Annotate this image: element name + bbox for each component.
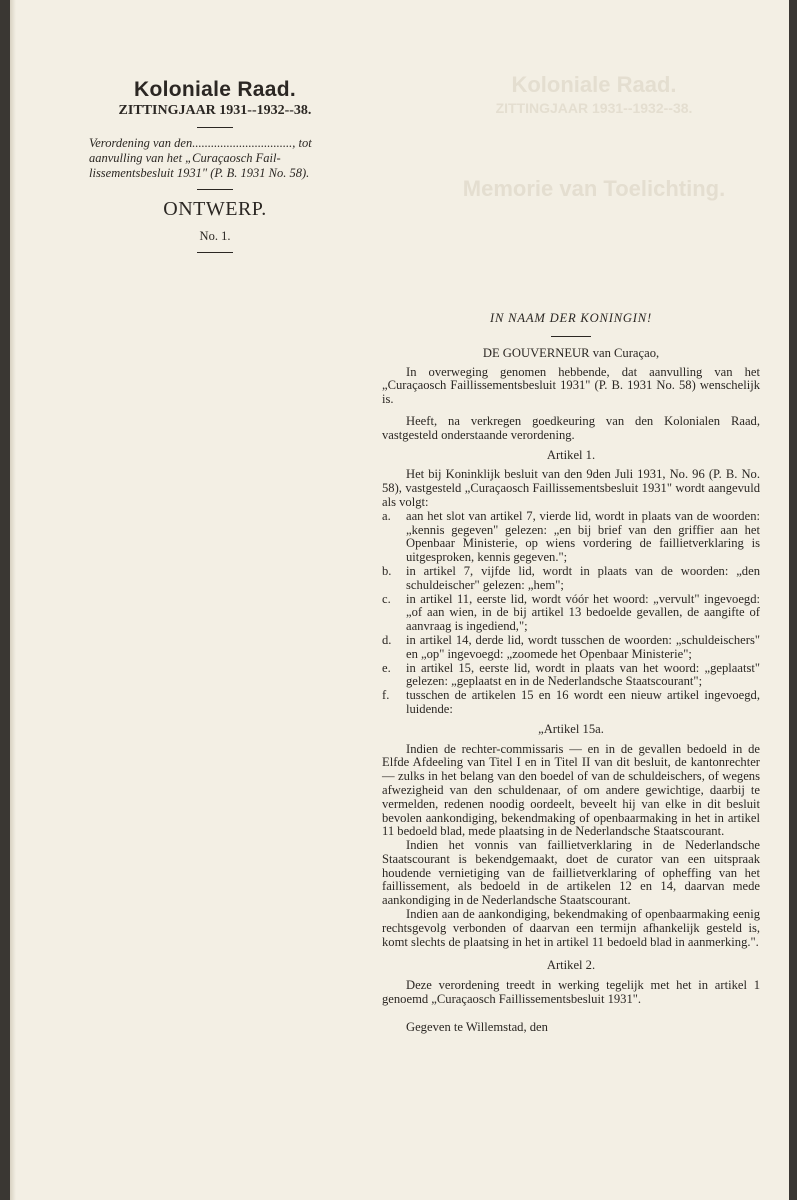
ordinance-subject: Verordening van den................................, tot aanvulling van het „Curaçaosch Fail-lissementsbesluit 1931" (P. B. 1931 No. 58). <box>89 136 312 180</box>
document-page <box>10 0 789 1200</box>
article-1-intro: Het bij Koninklijk besluit van den 9den Juli 1931, No. 96 (P. B. No. 58), vastgesteld „Curaçaosch Faillissementsbesluit 1931" wordt aangevuld als volgt: <box>382 467 760 509</box>
amendment-label: b. <box>382 563 392 578</box>
document-number: No. 1. <box>199 229 231 243</box>
council-title: Koloniale Raad. <box>133 78 297 101</box>
article-2-heading: Artikel 2. <box>546 958 596 973</box>
amendment-item <box>382 593 760 634</box>
amendment-item <box>382 634 760 662</box>
header-divider <box>197 252 233 253</box>
article-15a-paragraph: Indien het vonnis van faillietverklaring in de Nederlandsche Staatscourant is bekendgemaakt, doet de curator van een uitspraak houdende vernietiging van de faillietverklaring of opheffing van het faillissement, als bedoeld in de artikelen 12 en 14, daarvan mede aankondiging in de Nederlandsche Staatscourant. <box>382 838 760 908</box>
amendment-item <box>382 662 760 690</box>
issuer: DE GOUVERNEUR van Curaçao, <box>482 345 660 360</box>
amendment-item <box>382 510 760 565</box>
article-1-heading: Artikel 1. <box>546 447 596 462</box>
preamble-paragraph: In overweging genomen hebbende, dat aanvulling van het „Curaçaosch Faillissementsbesluit 1931" (P. B. 1931 No. 58) wenschelijk is. <box>382 364 760 407</box>
amendment-text: aan het slot van artikel 7, vierde lid, wordt in plaats van de woorden: „kennis gegeven" gelezen: „en bij brief van den griffier aan het Openbaar Ministerie, op wiens vordering de faillietverklaring is uitgesproken, kennis gegeven."; <box>406 508 760 565</box>
ghost-title: Koloniale Raad. <box>511 72 677 97</box>
amendment-text: tusschen de artikelen 15 en 16 wordt een nieuw artikel ingevoegd, luidende: <box>406 688 760 716</box>
ghost-session: ZITTINGJAAR 1931--1932--38. <box>495 100 693 116</box>
amendment-label: c. <box>382 591 391 606</box>
article-15a-paragraph: Indien de rechter-commissaris — en in de gevallen bedoeld in de Elfde Afdeeling van Titel I en in Titel II van dit besluit, de kantonrechter — zulks in het belang van den boedel of van de schuldeischers, of wegens afwezigheid van den schuldenaar, of om andere gewichtige, daarbij te vermelden, redenen noodig oordeelt, beveelt hij van elke in dit besluit bevolen aankondiging, bekendmaking of openbaarmaking in het in artikel 11 bedoeld blad, mede plaatsing in de Nederlandsche Staatscourant. <box>382 741 760 839</box>
session-year: ZITTINGJAAR 1931--1932--38. <box>118 103 312 118</box>
article-2-text: Deze verordening treedt in werking tegelijk met het in artikel 1 genoemd „Curaçaosch Faillissementsbesluit 1931". <box>382 978 760 1007</box>
amendment-label: e. <box>382 660 391 675</box>
amendment-label: a. <box>382 508 391 523</box>
bleed-through-text <box>429 72 759 202</box>
body-divider <box>551 336 591 337</box>
article-15a-paragraph: Indien aan de aankondiging, bekendmaking of openbaarmaking eenig rechtsgevolg verbonden of daarvan een termijn afhankelijk gesteld is, komt slechts de plaatsing in het in artikel 11 bedoeld blad in aanmerking.". <box>382 907 760 949</box>
amendment-text: in artikel 15, eerste lid, wordt in plaats van het woord: „geplaatst" gelezen: „geplaatst en in de Nederlandsche Staatscourant"; <box>406 660 760 689</box>
given-at-line: Gegeven te Willemstad, den <box>406 1019 548 1034</box>
invocation: IN NAAM DER KONINGIN! <box>490 311 652 325</box>
ghost-memo: Memorie van Toelichting. <box>462 176 726 201</box>
amendment-label: d. <box>382 632 392 647</box>
amendment-text: in artikel 11, eerste lid, wordt vóór het woord: „vervult" ingevoegd: „of aan wien, in de bij artikel 13 bedoelde gevallen, de aangifte of aanvraag is ingediend,"; <box>406 591 760 634</box>
document-header <box>10 78 420 261</box>
header-divider <box>197 189 233 190</box>
decree-body <box>382 312 760 1035</box>
amendment-item <box>382 689 760 717</box>
amendment-text: in artikel 7, vijfde lid, wordt in plaats van de woorden: „den schuldeischer" gelezen: „hem"; <box>406 563 760 592</box>
header-divider <box>197 127 233 128</box>
approval-paragraph: Heeft, na verkregen goedkeuring van den Kolonialen Raad, vastgesteld onderstaande verordening. <box>382 413 760 442</box>
amendment-label: f. <box>382 688 390 703</box>
amendment-item <box>382 565 760 593</box>
draft-label: ONTWERP. <box>163 198 267 220</box>
amendment-text: in artikel 14, derde lid, wordt tusschen de woorden: „schuldeischers" en „op" ingevoegd: „zoomede het Openbaar Ministerie"; <box>406 632 760 661</box>
article-15a-heading: „Artikel 15a. <box>538 721 604 736</box>
